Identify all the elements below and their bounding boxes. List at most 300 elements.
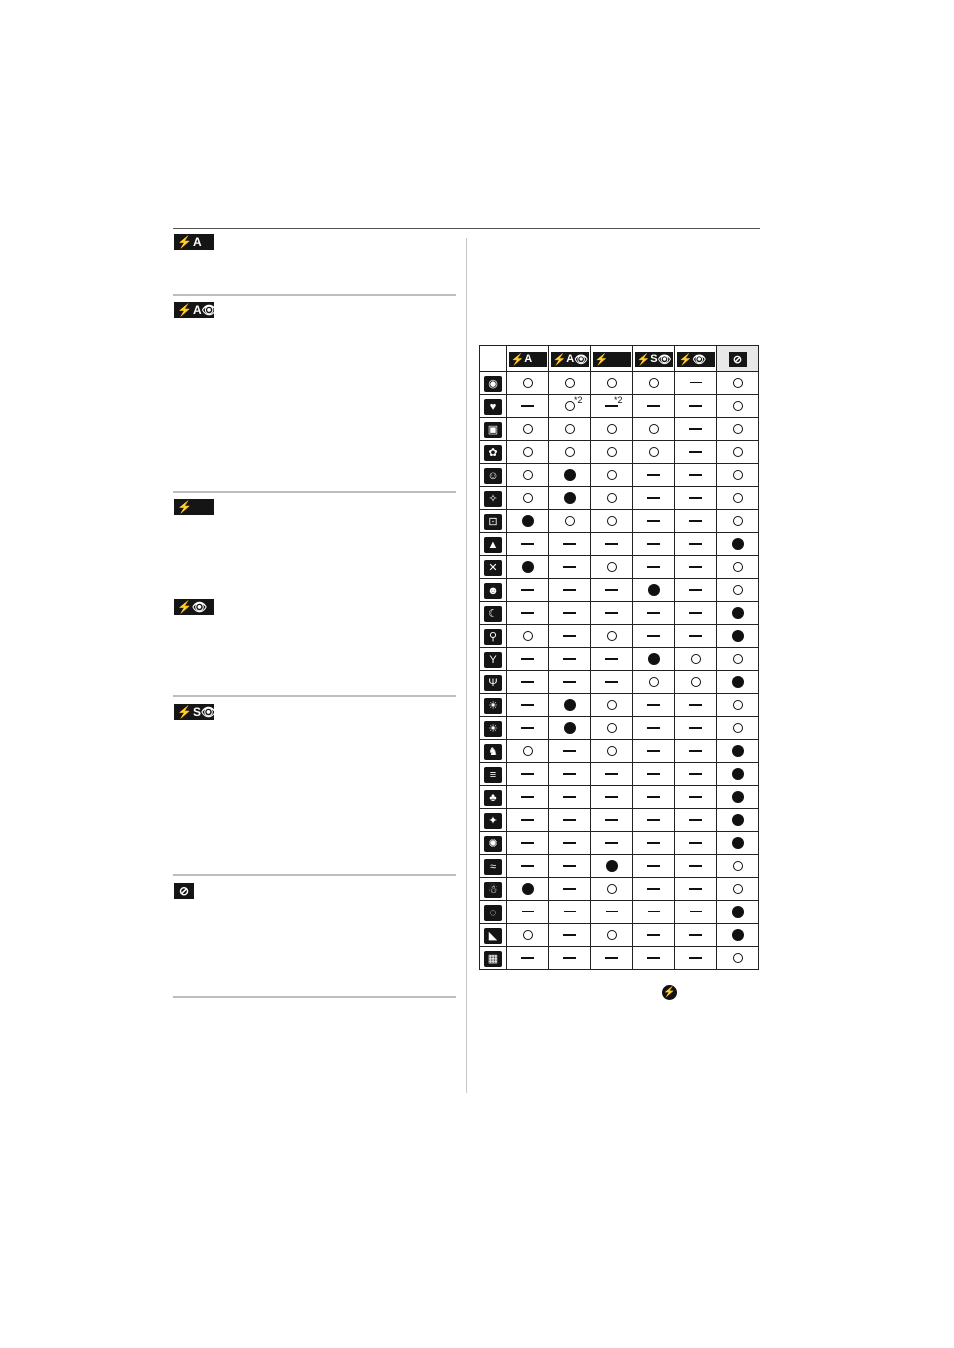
unavailable-mark [689,428,702,430]
available-mark [607,493,617,503]
available-mark [733,516,743,526]
default-mark [732,538,744,550]
table-cell [675,763,717,786]
section-separator [173,695,456,697]
col-header-slow-sync-redeye: ⚡ S 👁 [633,346,675,372]
available-mark [523,746,533,756]
available-mark [733,401,743,411]
table-cell [507,740,549,763]
table-cell [717,510,759,533]
unavailable-mark [647,543,660,545]
flash-bolt-icon: ⚡ [177,235,192,249]
table-cell [549,464,591,487]
table-cell [717,395,759,418]
starry-sky-icon: ✦ [484,813,502,829]
unavailable-mark [647,635,660,637]
table-cell [549,602,591,625]
available-mark [733,723,743,733]
table-cell [549,418,591,441]
table-cell [507,763,549,786]
default-mark [732,929,744,941]
unavailable-mark [521,658,534,660]
unavailable-mark [647,888,660,890]
table-cell [717,740,759,763]
unavailable-mark [564,911,576,912]
table-cell [549,510,591,533]
table-cell [675,556,717,579]
default-mark [732,791,744,803]
available-mark [733,585,743,595]
table-cell [675,464,717,487]
table-cell [591,763,633,786]
available-mark [733,493,743,503]
scene-mode-cell [480,717,507,740]
table-cell [507,809,549,832]
table-cell [717,602,759,625]
table-cell [507,602,549,625]
available-mark [523,378,533,388]
table-cell [591,648,633,671]
unavailable-mark [647,819,660,821]
available-mark [733,424,743,434]
unavailable-mark [689,635,702,637]
high-sensitivity-icon: ♣ [484,790,502,806]
table-cell [549,671,591,694]
section-separator [173,874,456,876]
table-cell [591,464,633,487]
table-cell [549,648,591,671]
table-row [480,487,759,510]
table-cell [507,694,549,717]
available-mark [607,723,617,733]
slow-sync-redeye-badge: ⚡ S 👁 [174,704,214,720]
table-cell [675,671,717,694]
unavailable-mark [647,566,660,568]
table-cell [507,947,549,970]
default-mark [732,768,744,780]
table-cell [633,901,675,924]
unavailable-mark [689,497,702,499]
table-cell [549,625,591,648]
available-mark [565,447,575,457]
table-cell [591,533,633,556]
aerial-photo-icon: ◌ [484,905,502,921]
table-row [480,947,759,970]
table-cell [591,510,633,533]
table-cell [591,671,633,694]
table-cell [675,418,717,441]
table-row [480,648,759,671]
table-cell [549,855,591,878]
unavailable-mark [521,773,534,775]
table-cell [549,832,591,855]
available-mark [691,677,701,687]
table-cell [717,947,759,970]
footnote-marker: *2 [614,395,623,405]
default-mark [522,561,534,573]
table-cell [717,441,759,464]
table-cell [507,671,549,694]
unavailable-mark [563,589,576,591]
available-mark [607,562,617,572]
table-row [480,418,759,441]
table-cell [591,878,633,901]
unavailable-mark [689,451,702,453]
flash-off-badge [174,883,194,899]
unavailable-mark [689,612,702,614]
baby2-icon: ☀ [484,721,502,737]
unavailable-mark [647,796,660,798]
unavailable-mark [689,704,702,706]
red-eye-icon: 👁 [692,353,707,366]
table-row [480,464,759,487]
table-cell [675,947,717,970]
table-cell [507,464,549,487]
column-divider [466,238,467,1093]
footnote-marker: *2 [574,395,583,405]
table-cell [549,786,591,809]
flash-circle-icon: ⚡ [663,987,676,998]
available-mark [523,447,533,457]
unavailable-mark [521,405,534,407]
unavailable-mark [563,819,576,821]
available-mark [649,378,659,388]
unavailable-mark [605,612,618,614]
table-cell [717,418,759,441]
section-separator [173,996,456,998]
flash-auto-badge: ⚡ A [174,234,214,250]
table-cell [591,924,633,947]
table-cell [507,372,549,395]
table-cell [507,855,549,878]
available-mark [607,746,617,756]
default-mark [732,814,744,826]
table-cell [507,648,549,671]
default-mark [732,607,744,619]
table-cell [675,579,717,602]
camera-lock-icon: ▣ [484,422,502,438]
scene-mode-cell [480,740,507,763]
night-scenery-icon: ☾ [484,606,502,622]
default-mark [732,837,744,849]
flash-bolt-icon: ⚡ [510,353,525,366]
unavailable-mark [647,474,660,476]
scene-mode-cell [480,533,507,556]
unavailable-mark [647,750,660,752]
available-mark [565,516,575,526]
unavailable-mark [689,750,702,752]
table-cell [717,901,759,924]
table-cell [633,533,675,556]
default-mark [564,469,576,481]
table-cell [675,372,717,395]
table-cell [507,556,549,579]
col-header-flash-auto-redeye: ⚡ A 👁 [549,346,591,372]
red-eye-icon: 👁 [201,303,217,317]
unavailable-mark [647,704,660,706]
table-cell [633,556,675,579]
table-cell [549,395,591,418]
table-cell [591,556,633,579]
unavailable-mark [647,865,660,867]
unavailable-mark [689,520,702,522]
table-cell [591,395,633,418]
unavailable-mark [563,773,576,775]
table-cell [591,694,633,717]
table-row [480,602,759,625]
table-cell [507,901,549,924]
pet-icon: ♞ [484,744,502,760]
default-mark [732,745,744,757]
table-cell [507,441,549,464]
unavailable-mark [689,957,702,959]
scene-mode-cell [480,510,507,533]
unavailable-mark [689,842,702,844]
unavailable-mark [521,704,534,706]
default-mark [732,676,744,688]
table-row [480,556,759,579]
table-cell [507,832,549,855]
table-cell [507,625,549,648]
table-cell [549,924,591,947]
table-row [480,809,759,832]
table-cell [633,924,675,947]
table-corner [480,346,507,372]
table-cell [675,855,717,878]
table-row [480,855,759,878]
table-cell [591,372,633,395]
table-row [480,372,759,395]
available-mark [607,378,617,388]
unavailable-mark [689,934,702,936]
unavailable-mark [605,819,618,821]
scene-mode-cell [480,487,507,510]
scene-mode-cell [480,464,507,487]
scene-mode-cell [480,901,507,924]
red-eye-icon: 👁 [191,600,208,614]
unavailable-mark [563,750,576,752]
table-cell [675,510,717,533]
table-cell [591,625,633,648]
table-cell [633,832,675,855]
scene-mode-cell [480,878,507,901]
scene-mode-cell [480,809,507,832]
default-mark [732,630,744,642]
unavailable-mark [605,405,618,407]
table-cell [633,510,675,533]
flash-bolt-icon: ⚡ [177,303,192,317]
table-cell [633,395,675,418]
table-cell [717,556,759,579]
scene-mode-cell [480,441,507,464]
beach-icon: ≈ [484,859,502,875]
table-cell [549,441,591,464]
table-cell [549,740,591,763]
table-row [480,924,759,947]
unavailable-mark [647,773,660,775]
flash-scene-table [479,345,759,970]
available-mark [733,378,743,388]
unavailable-mark [563,842,576,844]
available-mark [733,861,743,871]
table-cell [591,418,633,441]
table-cell [549,717,591,740]
red-eye-icon: 👁 [574,353,589,366]
table-cell [633,855,675,878]
available-mark [733,953,743,963]
table-cell [507,510,549,533]
unavailable-mark [521,543,534,545]
table-cell [591,579,633,602]
table-cell [717,924,759,947]
table-cell [717,671,759,694]
col-header-flash-auto: ⚡ A [507,346,549,372]
table-row [480,579,759,602]
available-mark [649,447,659,457]
sunset-icon: ≡ [484,767,502,783]
table-cell [591,441,633,464]
table-cell [717,579,759,602]
default-mark [648,653,660,665]
table-cell [675,901,717,924]
table-cell [675,717,717,740]
table-cell [591,487,633,510]
table-row [480,832,759,855]
table-cell [675,441,717,464]
table-cell [675,487,717,510]
unavailable-mark [563,934,576,936]
table-cell [507,579,549,602]
unavailable-mark [647,934,660,936]
unavailable-mark [689,566,702,568]
heart-icon: ♥ [484,399,502,415]
unavailable-mark [563,612,576,614]
available-mark [733,700,743,710]
table-row [480,441,759,464]
motion-picture-icon: ▦ [484,951,502,967]
unavailable-mark [605,957,618,959]
unavailable-mark [689,727,702,729]
unavailable-mark [563,957,576,959]
available-mark [733,562,743,572]
available-mark [733,447,743,457]
unavailable-mark [647,612,660,614]
table-cell [507,786,549,809]
unavailable-mark [647,727,660,729]
scenery-icon: ▲ [484,537,502,553]
table-header-row [480,346,759,372]
table-cell [717,763,759,786]
table-cell [633,809,675,832]
available-mark [523,424,533,434]
table-cell [507,878,549,901]
table-cell [717,717,759,740]
available-mark [607,447,617,457]
candle-light-icon: Ψ [484,675,502,691]
table-cell [549,809,591,832]
unavailable-mark [647,957,660,959]
self-portrait-icon: ⊡ [484,514,502,530]
baby1-icon: ☀ [484,698,502,714]
table-cell [507,924,549,947]
flash-off-icon: ⊘ [732,353,743,366]
scene-mode-cell [480,671,507,694]
table-row [480,786,759,809]
party-icon: Y [484,652,502,668]
night-portrait-icon: ☻ [484,583,502,599]
table-cell [633,671,675,694]
unavailable-mark [521,842,534,844]
table-cell [549,901,591,924]
unavailable-mark [689,819,702,821]
default-mark [732,906,744,918]
table-cell [717,878,759,901]
sports-icon: ✕ [484,560,502,576]
table-cell [717,533,759,556]
scene-mode-cell [480,625,507,648]
table-cell [633,786,675,809]
available-mark [691,654,701,664]
table-row [480,763,759,786]
unavailable-mark [521,819,534,821]
table-cell [633,464,675,487]
unavailable-mark [647,405,660,407]
table-cell [591,717,633,740]
available-mark [733,884,743,894]
flash-auto-redeye-badge: ⚡ A 👁 [174,302,214,318]
table-cell [549,533,591,556]
table-cell [675,625,717,648]
table-cell [717,372,759,395]
table-row [480,694,759,717]
available-mark [607,516,617,526]
default-mark [522,515,534,527]
unavailable-mark [563,566,576,568]
unavailable-mark [563,888,576,890]
table-cell [633,579,675,602]
unavailable-mark [689,543,702,545]
table-cell [633,763,675,786]
table-cell [717,786,759,809]
default-mark [522,883,534,895]
col-header-forced-redeye [675,346,717,372]
table-row [480,878,759,901]
scene-mode-cell [480,372,507,395]
table-cell [717,625,759,648]
table-row [480,395,759,418]
scene-mode-cell [480,694,507,717]
scene-mode-cell [480,602,507,625]
unavailable-mark [605,589,618,591]
table-cell [675,924,717,947]
table-cell [633,602,675,625]
flash-bolt-icon: ⚡ [552,353,567,366]
food-icon: ⚲ [484,629,502,645]
available-mark [607,700,617,710]
scene-mode-cell [480,924,507,947]
unavailable-mark [605,773,618,775]
forced-flash-redeye-badge [174,599,214,615]
available-mark [607,470,617,480]
table-cell [591,602,633,625]
scene-mode-cell [480,832,507,855]
unavailable-mark [648,911,660,912]
unavailable-mark [647,497,660,499]
flash-bolt-icon: ⚡ [177,600,192,614]
snow-icon: ☃ [484,882,502,898]
available-mark [523,470,533,480]
table-cell [549,694,591,717]
